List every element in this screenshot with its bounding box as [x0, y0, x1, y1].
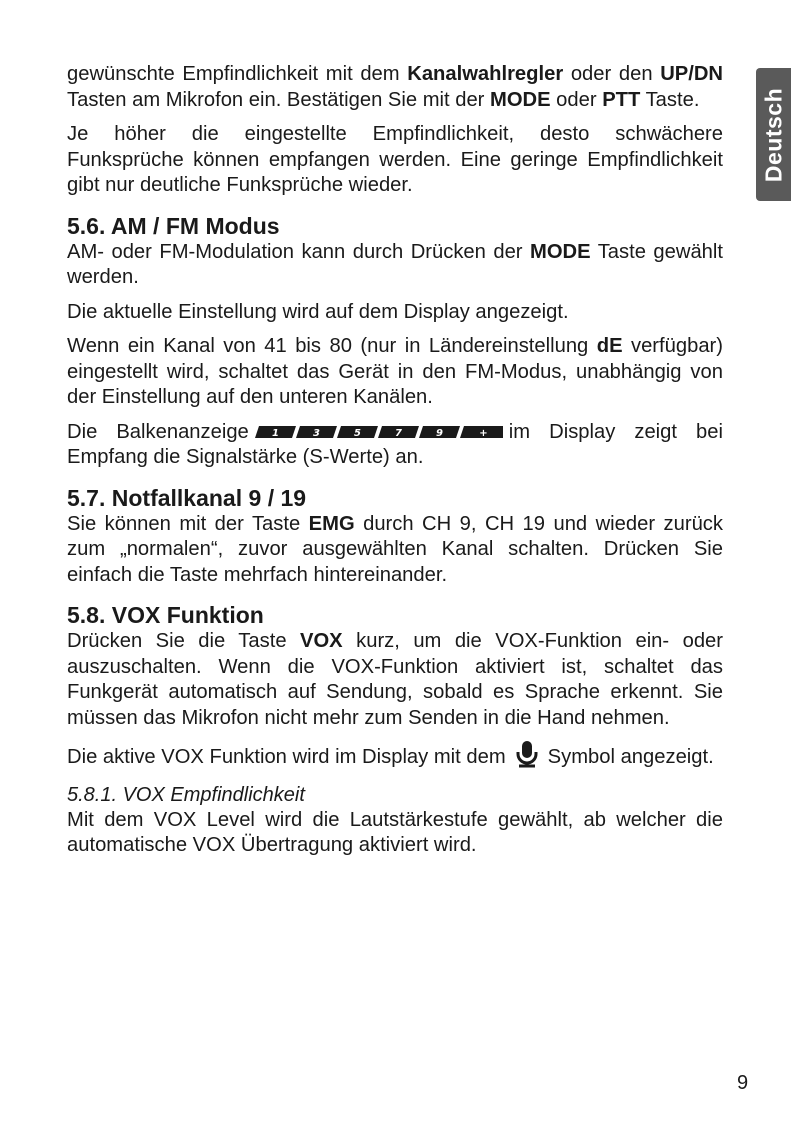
bar-meter-label: 9 [435, 427, 443, 439]
bar-meter-label: 1 [271, 427, 279, 439]
paragraph-vox-display: Die aktive VOX Funktion wird im Display mit dem Symbol angezeigt. [67, 740, 723, 771]
paragraph-am-fm-select: AM- oder FM-Modulation kann durch Drücken der MODE Taste gewählt werden. [67, 240, 724, 288]
heading-am-fm-modus: 5.6. AM / FM Modus [67, 212, 280, 239]
paragraph-sensitivity-info: Je höher die eingestellte Empfindlichkeit, desto schwächere Funksprüche können empfangen werden. Eine geringe Empfindlichkeit gibt nur deutliche Funksprüche wieder. [67, 123, 723, 196]
paragraph-vox-level: Mit dem VOX Level wird die Lautstärkestufe gewählt, ab welcher die automatische VOX Übertragung aktiviert wird. [67, 808, 723, 856]
paragraph-vox-toggle: Drücken Sie die Taste VOX kurz, um die VOX-Funktion ein- oder auszuschalten. Wenn die VOX-Funktion aktiviert ist, schaltet das Funkgerät automatisch auf Sendung, sobald es Sprache erkennt. Sie müssen das Mikrofon nicht mehr zum Senden in die Hand nehmen. [67, 630, 723, 729]
keyword-mode: MODE [490, 88, 551, 111]
language-tab [756, 68, 791, 201]
paragraph-emergency-channel: Sie können mit der Taste EMG durch CH 9, CH 19 und wieder zurück zum „normalen“, zuvor ausgewählten Kanal schalten. Drücken Sie einfach die Taste mehrfach hintereinander. [67, 512, 723, 586]
keyword-vox: VOX [300, 630, 343, 652]
heading-vox-funktion: 5.8. VOX Funktion [67, 602, 264, 628]
microphone-icon [514, 740, 540, 768]
keyword-kanalwahlregler: Kanalwahlregler [407, 63, 564, 85]
keyword-mode: MODE [530, 240, 591, 263]
keyword-ptt: PTT [602, 88, 641, 111]
heading-notfallkanal: 5.7. Notfallkanal 9 / 19 [67, 484, 307, 511]
page-content [67, 62, 723, 868]
bar-meter-label: 7 [394, 427, 402, 439]
bar-meter-label: + [479, 427, 488, 439]
language-tab-label: Deutsch [760, 87, 786, 182]
page-number: 9 [737, 1072, 749, 1094]
paragraph-sensitivity-confirm: gewünschte Empfindlichkeit mit dem Kanalwahlregler oder den UP/DN Tasten am Mikrofon ein. Bestätigen Sie mit der MODE oder PTT Taste. [67, 63, 723, 111]
paragraph-bar-meter: Die Balkenanzeige 1 3 5 7 9 + im Display zeigt bei Empfang die Signalstärke (S-Werte) an. [67, 420, 723, 468]
keyword-emg: EMG [308, 512, 355, 535]
bar-meter-label: 3 [312, 427, 320, 439]
signal-bar-meter-icon [255, 424, 503, 440]
paragraph-display-setting: Die aktuelle Einstellung wird auf dem Display angezeigt. [67, 300, 569, 323]
keyword-de: dE [596, 335, 623, 357]
paragraph-fm-channels: Wenn ein Kanal von 41 bis 80 (nur in Ländereinstellung dE verfügbar) eingestellt wird, schaltet das Gerät in den FM-Modus, unabhängig von der Einstellung auf den unteren Kanälen. [67, 335, 723, 408]
bar-meter-label: 5 [353, 427, 361, 439]
keyword-updn: UP/DN [660, 63, 723, 85]
heading-vox-empfindlichkeit: 5.8.1. VOX Empfindlichkeit [67, 783, 305, 806]
